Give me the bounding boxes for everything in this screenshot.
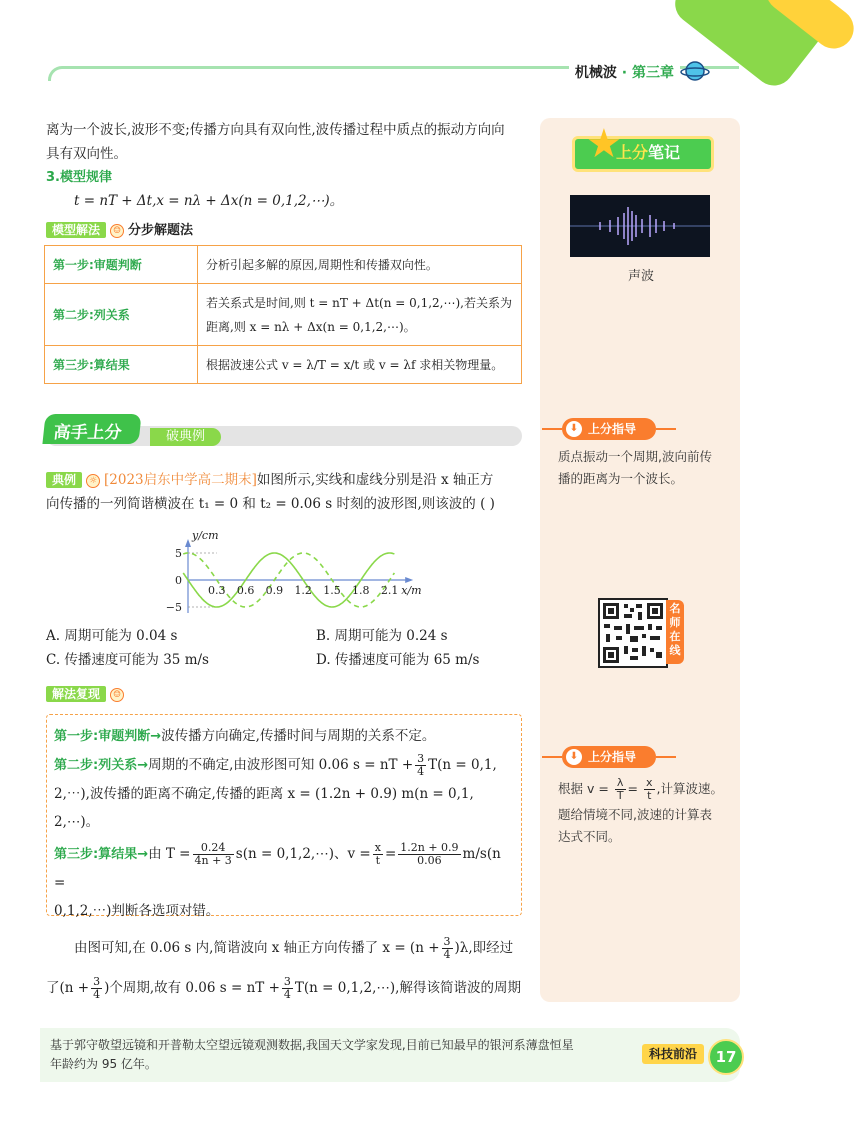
x-tick-label: 1.5 (323, 584, 341, 597)
x-tick-label: 0.9 (265, 584, 284, 597)
section-subtitle: 破典例 (150, 428, 221, 446)
star-mascot-icon: ★ (586, 121, 622, 167)
x-axis-arrow (405, 577, 413, 583)
solve-tag: 解法复现 (46, 686, 106, 702)
method-heading (46, 219, 193, 238)
planet-icon (680, 56, 710, 86)
example-stem: 典例 ☼ [2023启东中学高二期末]如图所示,实线和虚线分别是沿 x 轴正方 向传播的一列简谐横波在 t₁ = 0 和 t₂ = 0.06 s 时刻的波形图,则该波的 ( ) (46, 472, 495, 512)
section-tag: 高手上分 (42, 414, 141, 444)
tip-connector (542, 756, 562, 758)
footer-text: 基于郭守敬望远镜和开普勒太空望远镜观测数据,我国天文学家发现,目前已知最早的银河系薄盘恒星 年龄约为 95 亿年。 (50, 1038, 574, 1071)
smile-icon: ☺ (110, 688, 124, 702)
step-value: 根据波速公式 v = λ/T = x/t 或 v = λf 求相关物理量。 (198, 346, 522, 384)
tip-text-2: 根据 v = $\frac{\lambda}{T}$ = $\frac{x}{t}$ ,计算波速。 题给情境不同,波速的计算表 达式不同。 (558, 776, 723, 844)
qr-label: 名师在线 (666, 600, 684, 664)
intro-paragraph: 离为一个波长,波形不变;传播方向具有双向性,波传播过程中质点的振动方向向 具有双向性。 (46, 122, 505, 162)
x-tick-label: 0.3 (208, 584, 226, 597)
solution-text: 第一步:审题判断→波传播方向确定,传播时间与周期的关系不定。 第二步:列关系→周期的不确定,由波形图可知 0.06 s = nT + $\frac{3}{4}$ T(n = 0,1, 2,⋯),波传播的距离不确定,传播的距离 x = (1.2n + 0.9) m(n = 0,1, 2,⋯)。 第三步:算结果→由 T = $\frac{0.24}{4n + 3}$ s(n = 0,1,2,⋯)、v = $\frac{x}{t}$ = $\frac{1.2n + 0.9}{0.06}$ m/s(n = 0,1,2,⋯)判断各选项对错。 (54, 728, 501, 919)
notes-title: 上分笔记 (616, 143, 681, 162)
footer-tag: 科技前沿 (642, 1044, 704, 1064)
step-value: 距离,则 x = nλ + Δx(n = 0,1,2,⋯)。 (206, 319, 416, 334)
wave-caption: 声波 (628, 269, 655, 284)
step-key: 第三步:算结果 (45, 346, 198, 384)
chapter-header (569, 62, 680, 82)
example-source: [2023启东中学高二期末] (104, 472, 257, 488)
tip-tag-1: ⬇ 上分指导 (562, 418, 656, 440)
chapter-number: 第三章 (632, 65, 674, 81)
option-a: A. 周期可能为 0.04 s (46, 628, 178, 644)
down-arrow-icon: ⬇ (566, 749, 582, 765)
y-tick-label: 5 (175, 547, 182, 560)
x-tick-label: 2.1 (380, 584, 399, 597)
tip-connector (542, 428, 562, 430)
qr-code[interactable] (598, 598, 668, 668)
tip-connector (656, 428, 676, 430)
method-title: 分步解题法 (128, 223, 194, 238)
y-tick-label: 0 (175, 574, 182, 587)
down-arrow-icon: ⬇ (566, 421, 582, 437)
option-c: C. 传播速度可能为 35 m/s (46, 652, 209, 668)
analysis-paragraph: 由图可知,在 0.06 s 内,简谐波向 x 轴正方向传播了 x = (n + $\frac{3}{4}$ )λ,即经过 了(n + $\frac{3}{4}$ )个周期,故有 0.06 s = nT + $\frac{3}{4}$ T(n = 0,1,2,⋯),解得该简谐波的周期 (46, 935, 521, 1001)
x-tick-label: 1.2 (294, 584, 312, 597)
solve-heading (46, 685, 128, 702)
wave-chart (160, 524, 422, 624)
chapter-title: 机械波 (574, 65, 617, 81)
step-key: 第二步:列关系 (45, 284, 198, 346)
steps-table (44, 245, 522, 384)
sound-wave-image (570, 195, 710, 257)
y-tick-label: −5 (165, 601, 182, 614)
chart-axes (185, 539, 413, 613)
options (46, 624, 526, 672)
y-axis-arrow (185, 539, 191, 547)
step-value: 若关系式是时间,则 t = nT + Δt(n = 0,1,2,⋯),若关系为 (206, 295, 512, 310)
sun-icon: ☼ (86, 474, 100, 488)
x-tick-label: 1.8 (352, 584, 370, 597)
method-tag: 模型解法 (46, 222, 106, 238)
table-row (45, 346, 522, 384)
x-tick-label: 0.6 (236, 584, 255, 597)
y-axis-label: y/cm (192, 529, 219, 542)
option-b: B. 周期可能为 0.24 s (316, 628, 448, 644)
step-value: 分析引起多解的原因,周期性和传播双向性。 (198, 246, 522, 284)
chapter-separator: · (621, 65, 628, 81)
tip-tag-2: ⬇ 上分指导 (562, 746, 656, 768)
page-number: 17 (708, 1039, 744, 1075)
rule-heading: 3.模型规律 (46, 170, 112, 185)
tip-text-1: 质点振动一个周期,波向前传 播的距离为一个波长。 (558, 449, 712, 486)
rule-formula: t = nT + Δt,x = nλ + Δx(n = 0,1,2,⋯)。 (74, 193, 344, 209)
x-axis-label: x/m (401, 584, 422, 597)
option-d: D. 传播速度可能为 65 m/s (316, 652, 480, 668)
step-key: 第一步:审题判断 (45, 246, 198, 284)
tip-connector (656, 756, 676, 758)
smile-icon: ☺ (110, 224, 124, 238)
table-row (45, 284, 522, 346)
table-row (45, 246, 522, 284)
example-tag: 典例 (46, 472, 82, 488)
